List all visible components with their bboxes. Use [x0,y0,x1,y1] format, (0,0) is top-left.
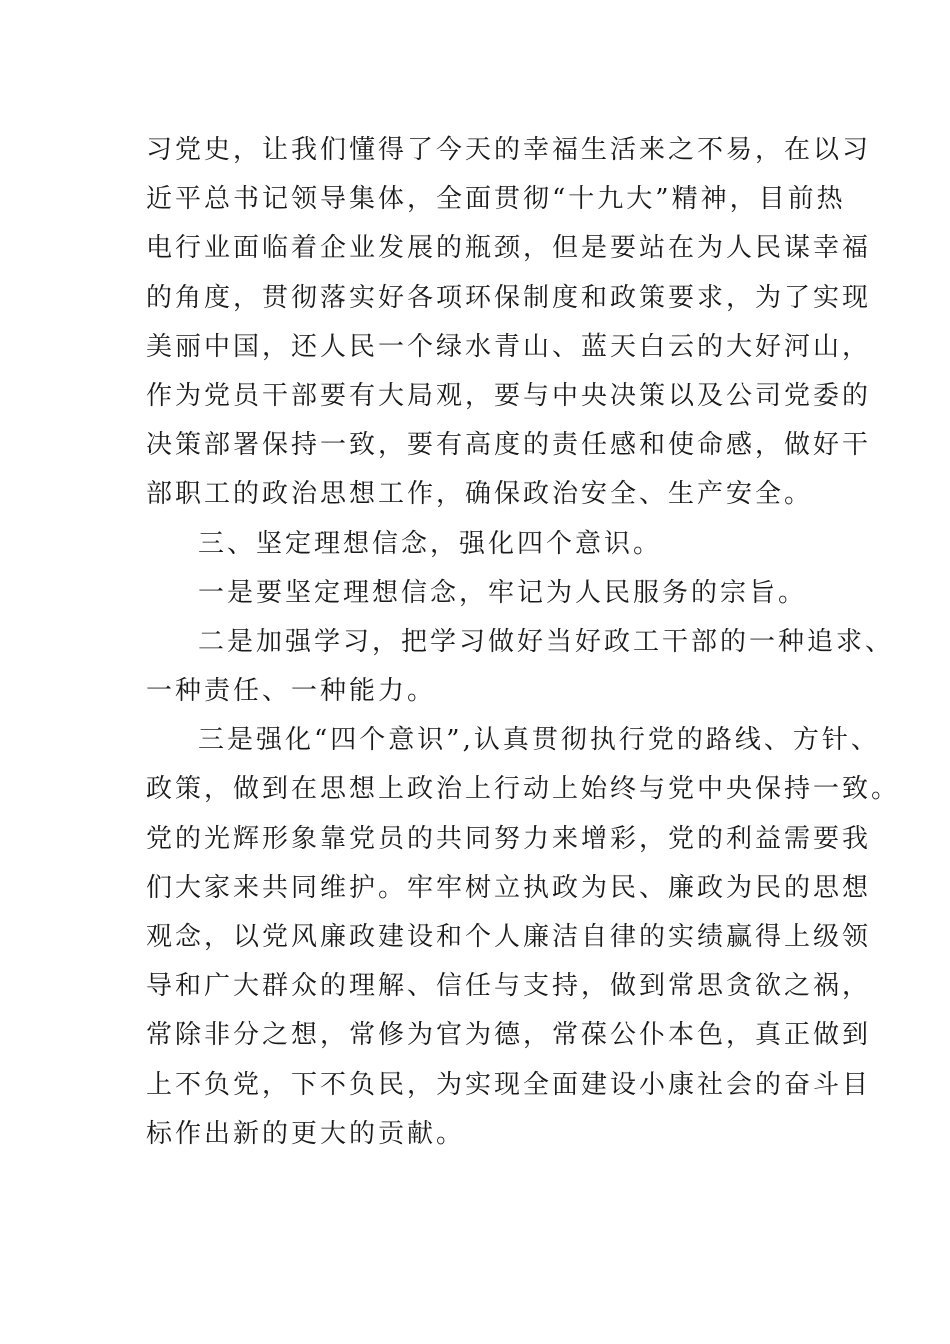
text-line: 美丽中国，还人民一个绿水青山、蓝天白云的大好河山， [146,331,872,362]
text-line: 部职工的政治思想工作，确保政治安全、生产安全。 [146,479,814,510]
text-line: 二是加强学习，把学习做好当好政工干部的一种追求、 [198,626,895,657]
text-line: 一种责任、一种能力。 [146,676,437,707]
text-line: 电行业面临着企业发展的瓶颈，但是要站在为人民谋幸福 [146,233,872,264]
text-line: 近平总书记领导集体，全面贯彻“十九大”精神，目前热 [146,184,846,215]
text-line: 的角度，贯彻落实好各项环保制度和政策要求，为了实现 [146,282,872,313]
text-line: 一是要坚定理想信念，牢记为人民服务的宗旨。 [198,577,808,608]
text-line: 导和广大群众的理解、信任与支持，做到常思贪欲之祸， [146,971,872,1002]
text-line: 政策，做到在思想上政治上行动上始终与党中央保持一致。 [146,774,901,805]
text-line: 上不负党，下不负民，为实现全面建设小康社会的奋斗目 [146,1069,872,1100]
section-heading: 三、坚定理想信念，强化四个意识。 [198,528,663,559]
text-line: 习党史，让我们懂得了今天的幸福生活来之不易，在以习 [146,135,872,165]
text-line: 党的光辉形象靠党员的共同努力来增彩，党的利益需要我 [146,823,872,854]
text-line: 常除非分之想，常修为官为德，常葆公仆本色，真正做到 [146,1020,872,1051]
text-line: 观念，以党风廉政建设和个人廉洁自律的实绩赢得上级领 [146,922,872,952]
text-line: 标作出新的更大的贡献。 [146,1118,466,1149]
text-line: 作为党员干部要有大局观，要与中央决策以及公司党委的 [146,380,872,411]
body-text [146,126,901,1159]
text-line: 们大家来共同维护。牢牢树立执政为民、廉政为民的思想 [146,872,872,903]
text-line: 三是强化“四个意识”,认真贯彻执行党的路线、方针、 [198,725,880,756]
text-line: 决策部署保持一致，要有高度的责任感和使命感，做好干 [146,430,872,461]
